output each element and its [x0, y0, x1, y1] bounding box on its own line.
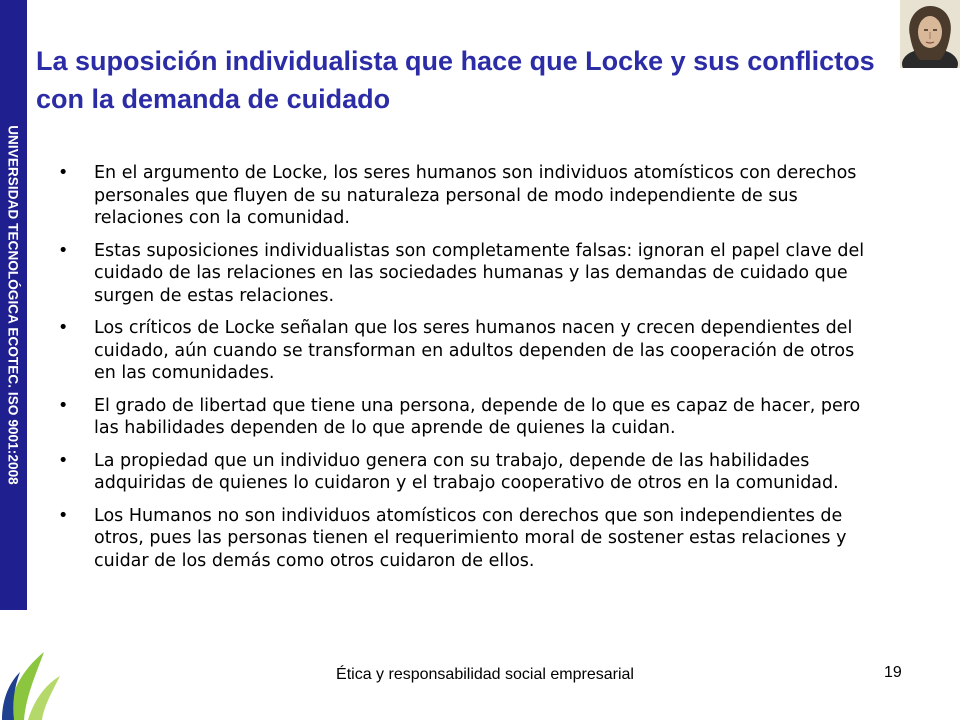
bullet-list: [58, 162, 868, 582]
sidebar-university-text: UNIVERSIDAD TECNOLÓGICA ECOTEC. ISO 9001:2008: [5, 125, 21, 485]
footer-text: Ética y responsabilidad social empresarial: [336, 666, 634, 683]
vertical-sidebar: [0, 0, 27, 610]
bullet-text: Los críticos de Locke señalan que los seres humanos nacen y crecen dependientes del cuidado, aún cuando se transforman en adultos dependen de las cooperación de otros en las comunidades.: [94, 318, 855, 383]
locke-portrait-icon: [900, 0, 960, 68]
bullet-item: [58, 505, 868, 573]
bullet-item: [58, 162, 868, 230]
bullet-item: [58, 450, 868, 495]
bullet-text: En el argumento de Locke, los seres humanos son individuos atomísticos con derechos personales que fluyen de su naturaleza personal de modo independiente de sus relaciones con la comunidad.: [94, 163, 857, 228]
bullet-icon: •: [58, 163, 69, 183]
bullet-icon: •: [58, 450, 69, 471]
bullet-text: Los Humanos no son individuos atomísticos con derechos que son independientes de otros, pues las personas tienen el requerimiento moral de sostener estas relaciones y cuidar de los demás como otros cuidaron de ellos.: [94, 505, 847, 571]
bullet-icon: •: [58, 505, 69, 526]
bullet-icon: •: [58, 318, 69, 338]
leaf-logo-icon: [0, 612, 62, 720]
bullet-text: El grado de libertad que tiene una persona, depende de lo que es capaz de hacer, pero las habilidades dependen de lo que aprende de quienes la cuidan.: [94, 395, 861, 438]
bullet-item: [58, 240, 868, 308]
bullet-text: La propiedad que un individuo genera con su trabajo, depende de las habilidades adquiridas de quienes lo cuidaron y el trabajo cooperativo de otros en la comunidad.: [94, 450, 839, 493]
bullet-item: [58, 317, 868, 385]
bullet-text: Estas suposiciones individualistas son completamente falsas: ignoran el papel clave del cuidado de las relaciones en las sociedades humanas y las demandas de cuidado que surgen de estas relaciones.: [94, 240, 865, 306]
bullet-icon: •: [58, 395, 69, 416]
page-number: 19: [884, 664, 902, 681]
slide-title: La suposición individualista que hace que Locke y sus conflictos con la demanda de cuidado: [36, 46, 875, 114]
bullet-item: [58, 395, 868, 440]
bullet-icon: •: [58, 240, 69, 261]
